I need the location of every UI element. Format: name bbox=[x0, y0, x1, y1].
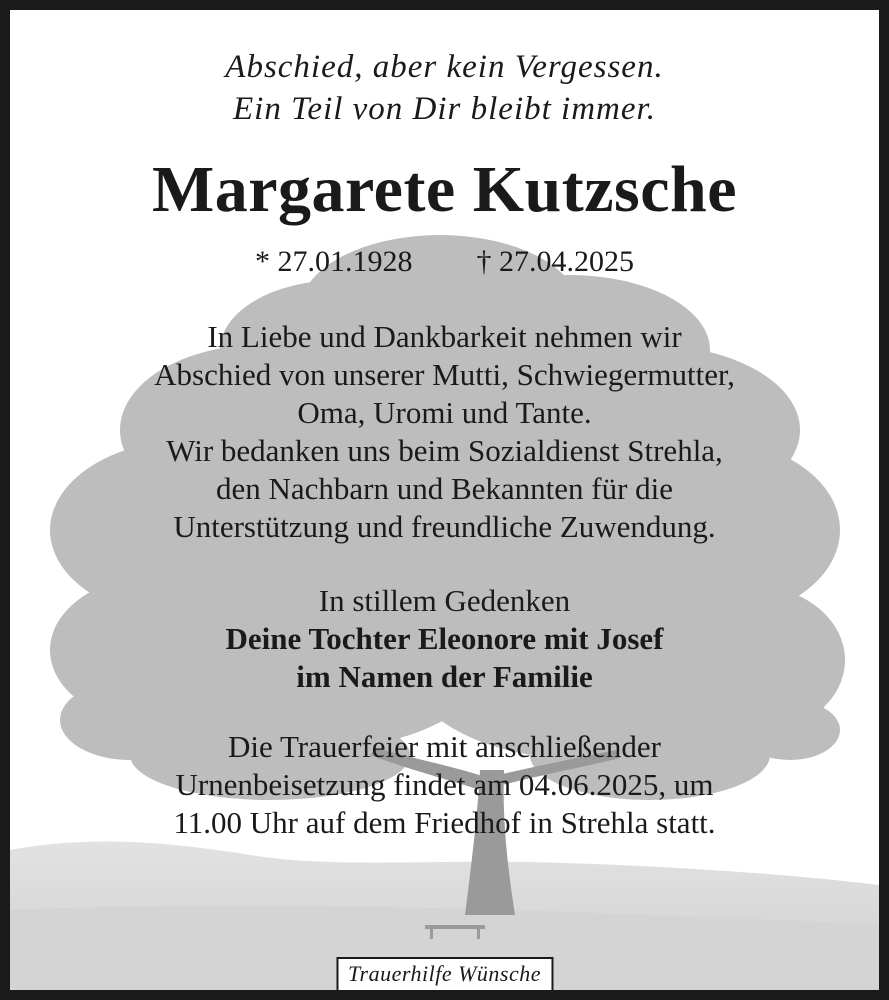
funeral-home-label: Trauerhilfe Wünsche bbox=[336, 957, 553, 990]
notice-content bbox=[10, 10, 879, 842]
message-line: Abschied von unserer Mutti, Schwiegermutter, bbox=[154, 357, 735, 392]
funeral-line: Urnenbeisetzung findet am 04.06.2025, um bbox=[175, 767, 714, 802]
motto-line-2: Ein Teil von Dir bleibt immer. bbox=[233, 91, 656, 127]
message-text bbox=[10, 318, 879, 546]
memory-block bbox=[10, 582, 879, 696]
motto bbox=[10, 46, 879, 130]
deceased-name: Margarete Kutzsche bbox=[151, 153, 738, 226]
funeral-info bbox=[10, 728, 879, 842]
life-dates bbox=[10, 240, 879, 284]
message-line: den Nachbarn und Bekannten für die bbox=[215, 471, 674, 506]
mourner-line-1: Deine Tochter Eleonore mit Josef bbox=[225, 621, 664, 656]
message-line: Oma, Uromi und Tante. bbox=[297, 395, 592, 430]
message-line: Wir bedanken uns beim Sozialdienst Strehla, bbox=[166, 433, 723, 468]
funeral-line: 11.00 Uhr auf dem Friedhof in Strehla statt. bbox=[173, 805, 716, 840]
birth-date: * 27.01.1928 bbox=[255, 245, 413, 278]
message-line: Unterstützung und freundliche Zuwendung. bbox=[173, 509, 716, 544]
death-date: † 27.04.2025 bbox=[476, 245, 634, 278]
memory-intro: In stillem Gedenken bbox=[318, 583, 571, 618]
mourner-line-2: im Namen der Familie bbox=[296, 659, 593, 694]
message-line: In Liebe und Dankbarkeit nehmen wir bbox=[207, 319, 682, 354]
motto-line-1: Abschied, aber kein Vergessen. bbox=[225, 49, 664, 85]
funeral-line: Die Trauerfeier mit anschließender bbox=[228, 729, 661, 764]
